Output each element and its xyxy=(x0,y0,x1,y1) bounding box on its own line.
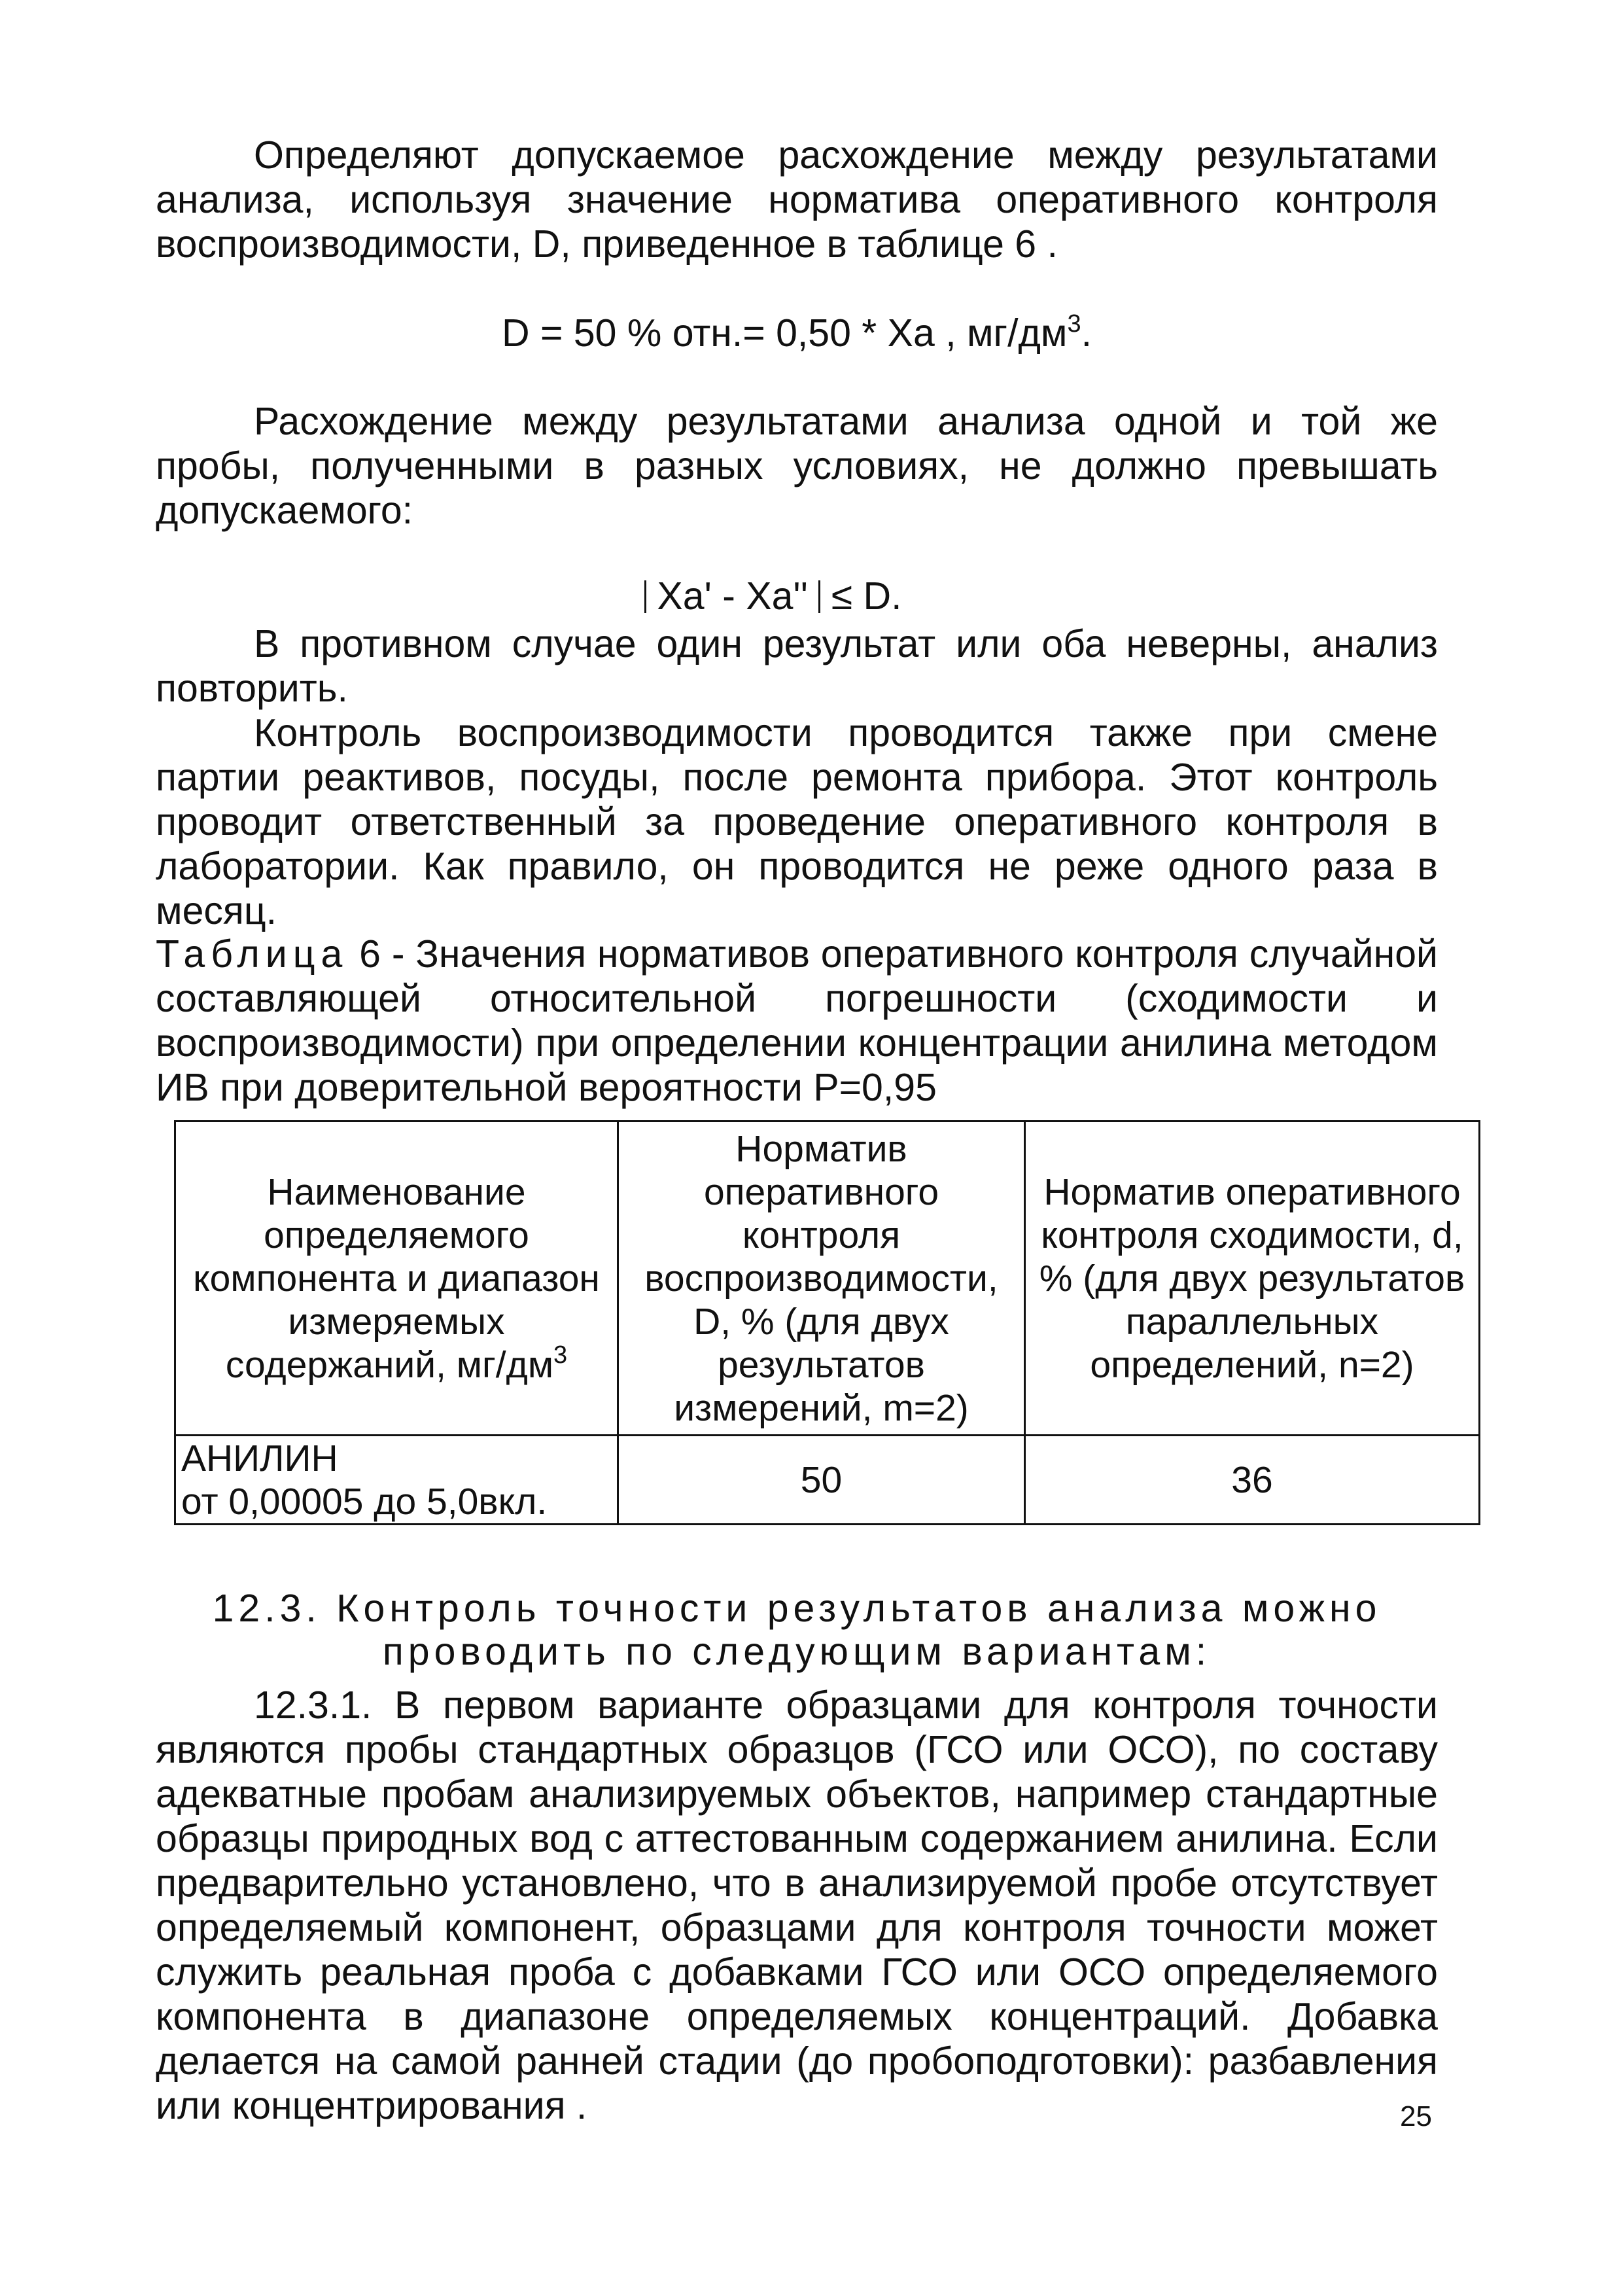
cell-convergence: 36 xyxy=(1025,1436,1480,1525)
paragraph-otherwise: В противном случае один результат или оба неверны, анализ повторить. xyxy=(156,622,1438,710)
table-caption-number: 6 xyxy=(359,932,381,976)
table-caption-label: Таблица xyxy=(156,932,349,976)
table-caption xyxy=(156,932,1438,1110)
header-component xyxy=(175,1122,618,1436)
paragraph-variant-one: 12.3.1. В первом варианте образцами для контроля точности являются пробы стандартных образцов (ГСО или ОСО), по составу адекватные пробам анализируемых объектов, например стандартные образцы природных вод с аттестованным содержанием анилина. Если предварительно установлено, что в анализируемой пробе отсутствует определяемый компонент, образцами для контроля точности может служить реальная проба с добавками ГСО или ОСО определяемого компонента в диапазоне определяемых концентраций. Добавка делается на самой ранней стадии (до пробоподготовки): разбавления или концентрирования . xyxy=(156,1684,1438,2127)
formula-relation: ≤ D. xyxy=(831,574,902,618)
header-reproducibility: Норматив оперативного контроля воспроизводимости, D, % (для двух результатов измерений, m=2) xyxy=(618,1122,1025,1436)
header-convergence: Норматив оперативного контроля сходимости, d, % (для двух результатов параллельных определений, n=2) xyxy=(1025,1122,1480,1436)
page-number: 25 xyxy=(1400,2100,1432,2132)
abs-bar-right xyxy=(818,580,820,613)
section-heading-line-2: проводить по следующим вариантам: xyxy=(382,1630,1212,1673)
component-range: от 0,00005 до 5,0вкл. xyxy=(181,1480,548,1523)
formula-inner: Ха' - Ха'' xyxy=(657,574,808,618)
norms-table xyxy=(174,1120,1480,1525)
header-component-text: Наименование определяемого компонента и диапазон измеряемых содержаний, мг/дм xyxy=(193,1171,600,1386)
section-heading-line-1: 12.3. Контроль точности результатов анализа можно xyxy=(212,1587,1382,1630)
paragraph-discrepancy-condition: Расхождение между результатами анализа одной и той же пробы, полученными в разных условиях, не должно превышать допускаемого: xyxy=(156,400,1438,532)
cell-component xyxy=(175,1436,618,1525)
formula-text: D = 50 % отн.= 0,50 * Ха , мг/дм xyxy=(501,311,1068,355)
formula-reproducibility xyxy=(156,311,1438,355)
formula-superscript: 3 xyxy=(1067,310,1081,338)
formula-end: . xyxy=(1081,311,1092,355)
formula-inequality xyxy=(644,574,1037,618)
header-component-sup: 3 xyxy=(553,1341,568,1369)
table-caption-text: - Значения нормативов оперативного контроля случайной составляющей относительной погрешности (сходимости и воспроизводимости) при определении концентрации анилина методом ИВ при доверительной вероятности Р=0,95 xyxy=(156,932,1438,1109)
abs-bar-left xyxy=(644,580,646,613)
cell-reproducibility: 50 xyxy=(618,1436,1025,1525)
paragraph-discrepancy-intro: Определяют допускаемое расхождение между результатами анализа, используя значение норматива оперативного контроля воспроизводимости, D, приведенное в таблице 6 . xyxy=(156,133,1438,266)
paragraph-control-frequency: Контроль воспроизводимости проводится также при смене партии реактивов, посуды, после ремонта прибора. Этот контроль проводит ответственный за проведение оперативного контроля в лаборатории. Как правило, он проводится не реже одного раза в месяц. xyxy=(156,711,1438,932)
component-name: АНИЛИН xyxy=(181,1437,338,1479)
table-header-row xyxy=(175,1122,1480,1436)
table-row xyxy=(175,1436,1480,1525)
